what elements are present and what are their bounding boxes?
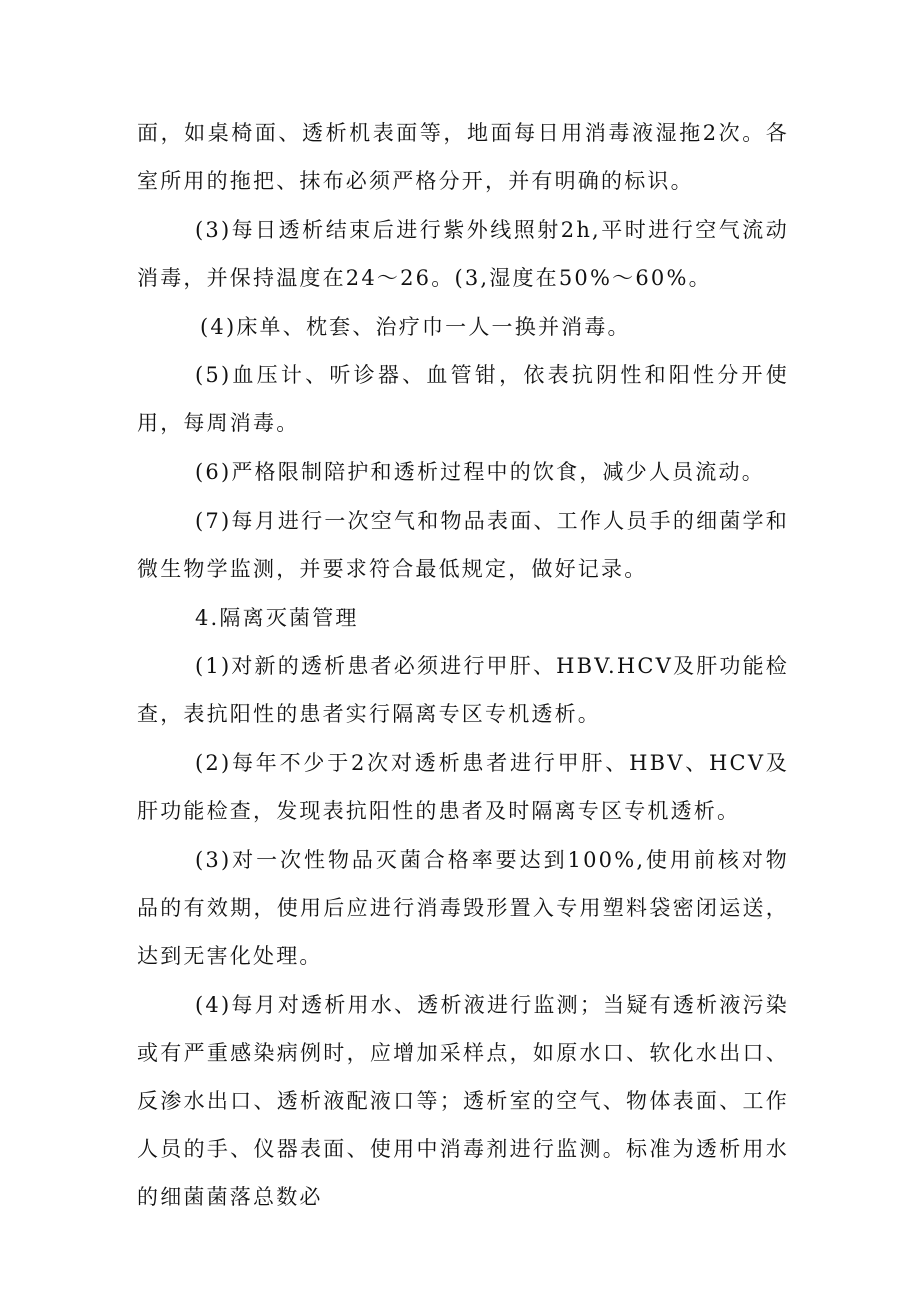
section-heading-isolation: 4.隔离灭菌管理 xyxy=(195,606,359,630)
paragraph-item-5-instruments: (5)血压计、听诊器、血管钳，依表抗阴性和阳性分开使用，每周消毒。 xyxy=(137,363,789,435)
paragraph-item-6-restriction: (6)严格限制陪护和透析过程中的饮食，减少人员流动。 xyxy=(195,460,765,484)
paragraph-item-7-monitoring: (7)每月进行一次空气和物品表面、工作人员手的细菌学和微生物学监测，并要求符合最低规定，做好记录。 xyxy=(137,509,789,581)
paragraph-iso-item-2: (2)每年不少于2次对透析患者进行甲肝、HBV、HCV及肝功能检查，发现表抗阳性的患者及时隔离专区专机透析。 xyxy=(137,751,789,823)
paragraph-iso-item-1: (1)对新的透析患者必须进行甲肝、HBV.HCV及肝功能检查，表抗阳性的患者实行隔离专区专机透析。 xyxy=(137,654,790,726)
paragraph-item-4-bedding: (4)床单、枕套、治疗巾一人一换并消毒。 xyxy=(200,315,631,339)
paragraph-surface-cleaning: 面，如桌椅面、透析机表面等，地面每日用消毒液湿拖2次。各室所用的拖把、抹布必须严格分开，并有明确的标识。 xyxy=(137,121,789,193)
paragraph-iso-item-3: (3)对一次性物品灭菌合格率要达到100%,使用前核对物品的有效期，使用后应进行消毒毁形置入专用塑料袋密闭运送，达到无害化处理。 xyxy=(137,848,789,968)
paragraph-item-3-uv: (3)每日透析结束后进行紫外线照射2h,平时进行空气流动消毒，并保持温度在24～26。(3,湿度在50%～60%。 xyxy=(137,218,789,290)
paragraph-iso-item-4: (4)每月对透析用水、透析液进行监测；当疑有透析液污染或有严重感染病例时，应增加采样点，如原水口、软化水出口、反渗水出口、透析液配液口等；透析室的空气、物体表面、工作人员的手、仪器表面、使用中消毒剂进行监测。标准为透析用水的细菌菌落总数必 xyxy=(137,993,789,1209)
